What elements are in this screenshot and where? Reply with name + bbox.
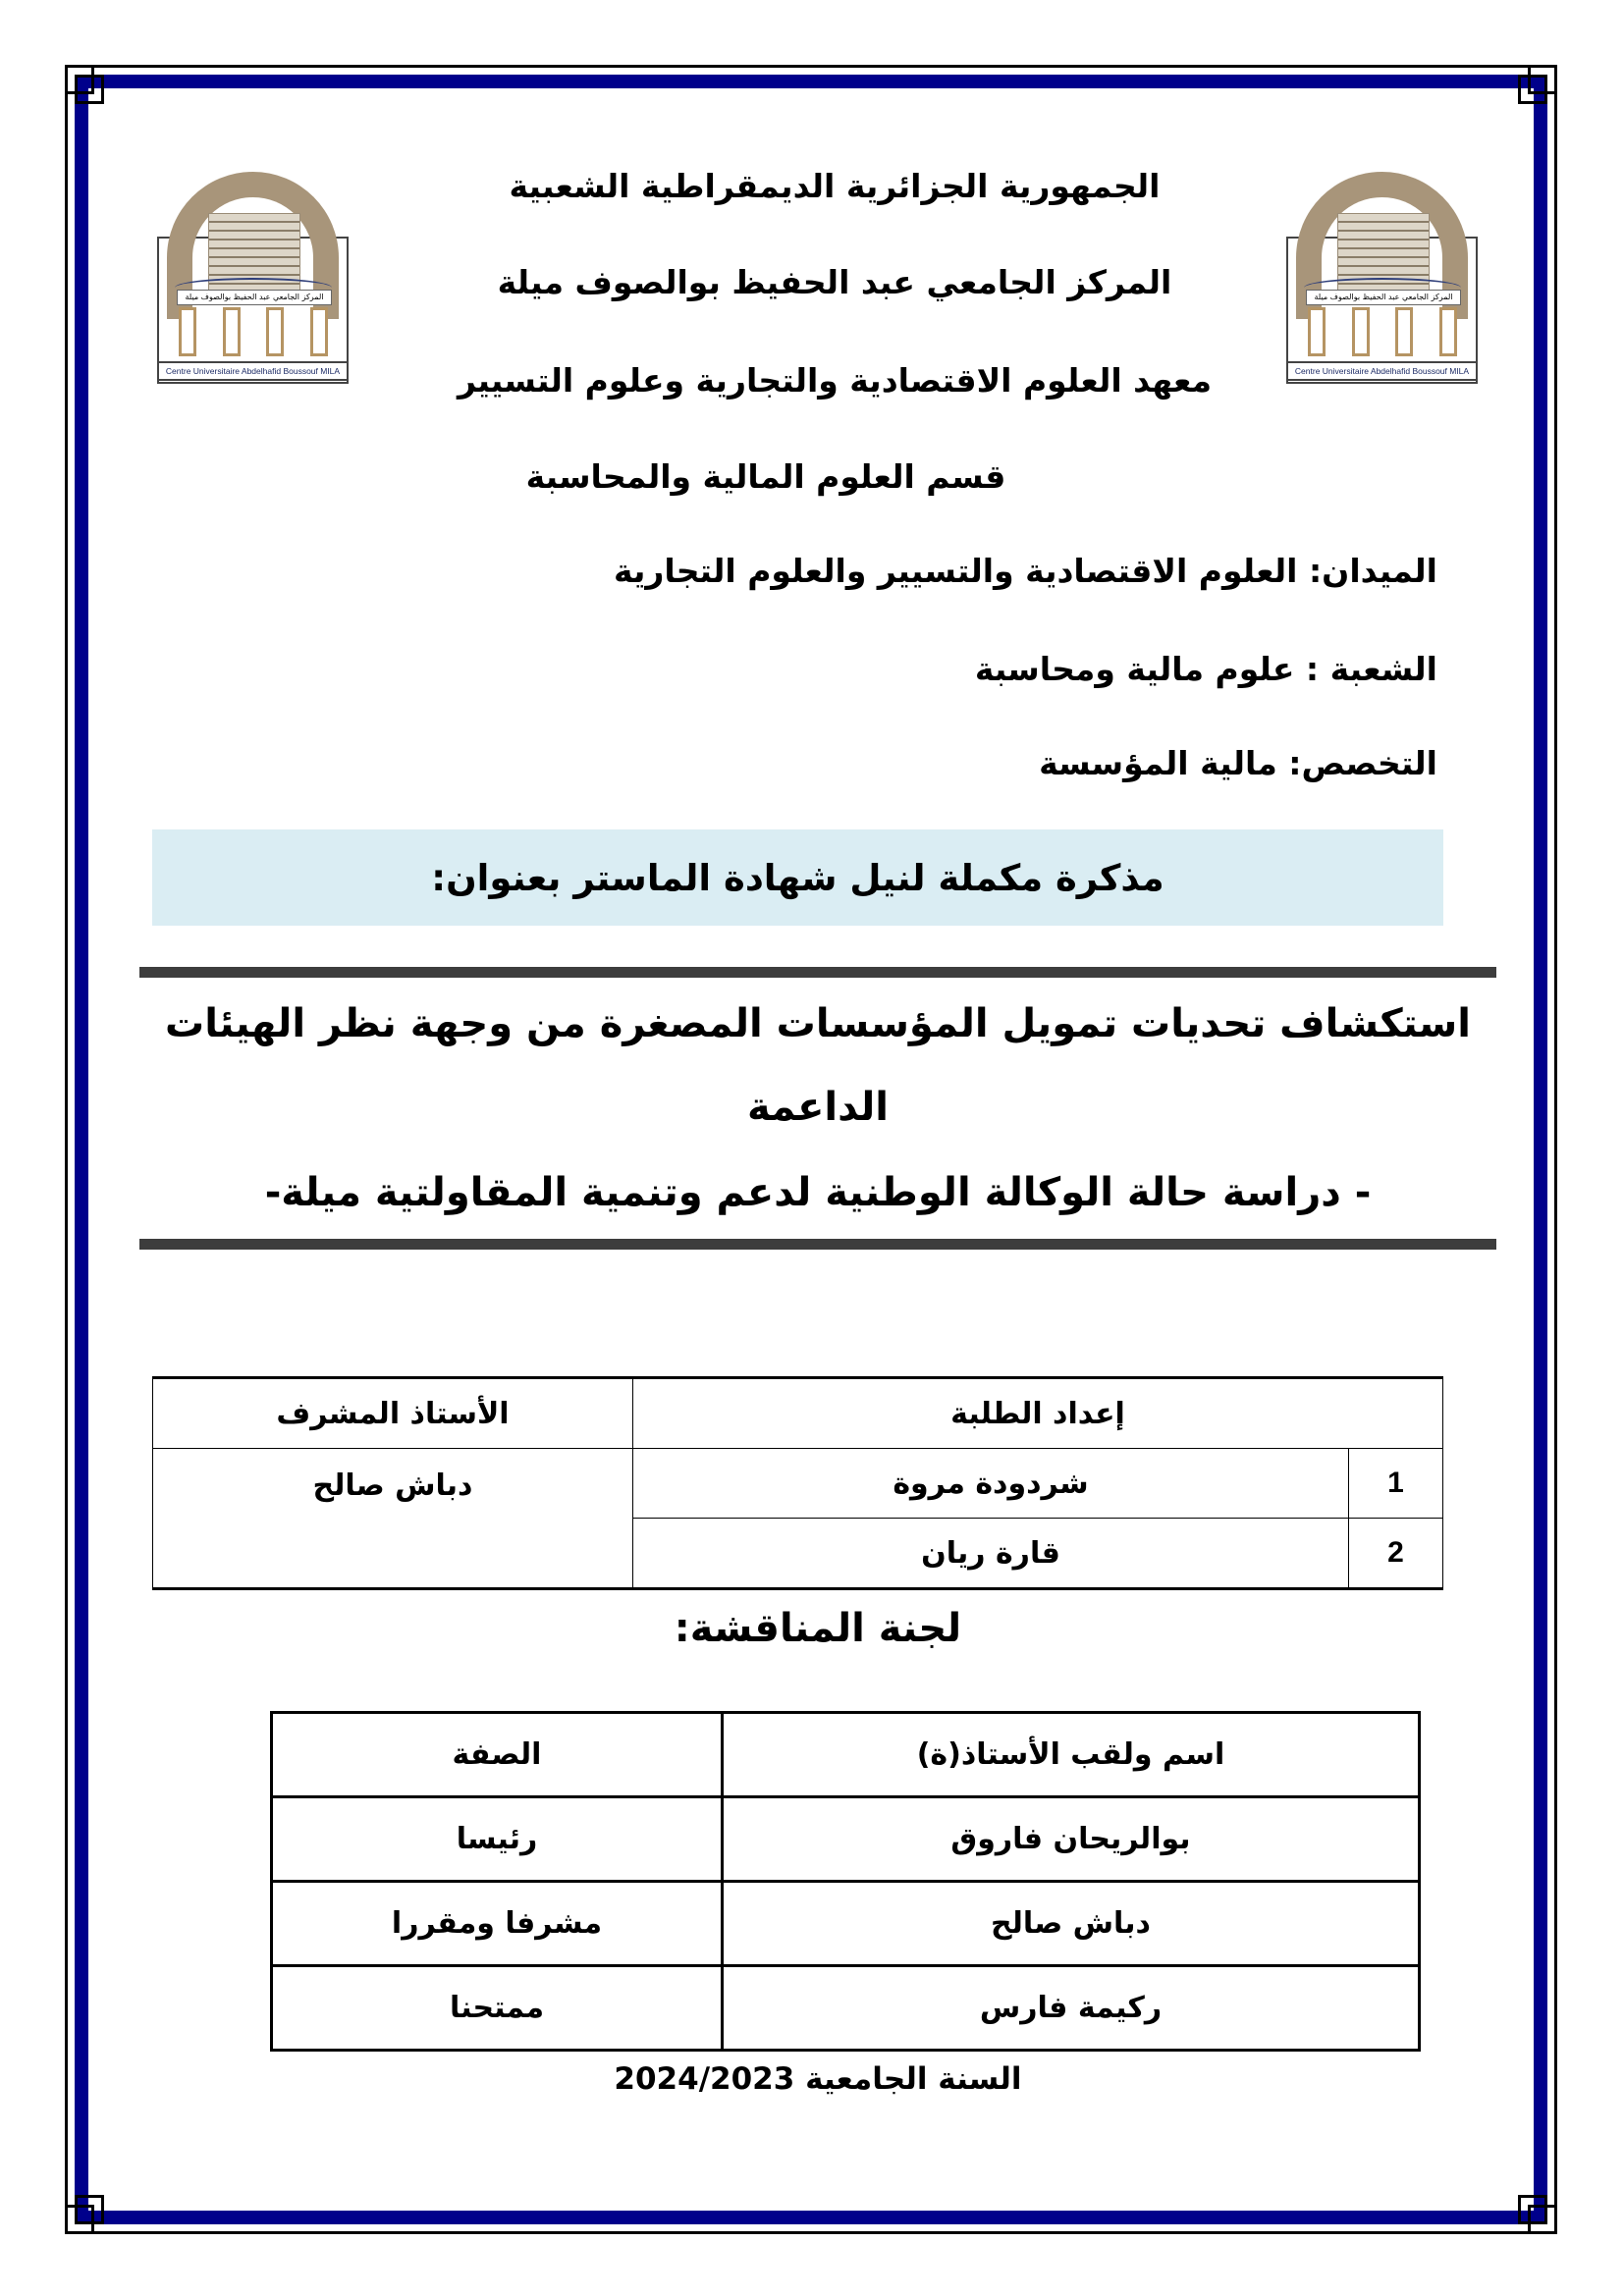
logo-pillar xyxy=(1308,307,1326,356)
specialty-label: التخصص: مالية المؤسسة xyxy=(1039,744,1437,782)
table-row xyxy=(272,1966,1420,2051)
logo-caption-english: Centre Universitaire Abdelhafid Boussouf MILA xyxy=(1286,361,1478,381)
border-corner-bottom-right-inner xyxy=(1518,2195,1547,2224)
title-rule-top xyxy=(139,967,1496,978)
committee-table-header xyxy=(272,1713,1420,1797)
committee-member-role: رئيسا xyxy=(272,1797,723,1882)
committee-member-role: مشرفا ومقررا xyxy=(272,1882,723,1966)
logo-caption-arabic: المركز الجامعي عبد الحفيظ بوالصوف ميلة xyxy=(1306,290,1461,305)
logo-pillar xyxy=(266,307,284,356)
logo-caption-arabic: المركز الجامعي عبد الحفيظ بوالصوف ميلة xyxy=(177,290,332,305)
logo-pillar xyxy=(179,307,196,356)
border-corner-top-right-inner xyxy=(1518,75,1547,104)
branch-label: الشعبة : علوم مالية ومحاسبة xyxy=(974,650,1437,688)
logo-pillar xyxy=(310,307,328,356)
memo-label: مذكرة مكملة لنيل شهادة الماستر بعنوان: xyxy=(431,856,1164,899)
student-number: 1 xyxy=(1349,1449,1443,1519)
table-row xyxy=(272,1882,1420,1966)
student-name: شردودة مروة xyxy=(633,1449,1349,1519)
header-role: الصفة xyxy=(272,1713,723,1797)
committee-member-role: ممتحنا xyxy=(272,1966,723,2051)
header-supervisor: الأستاذ المشرف xyxy=(153,1378,633,1449)
republic-name: الجمهورية الجزائرية الديمقراطية الشعبية xyxy=(509,167,1161,205)
supervisor-name: دباش صالح xyxy=(153,1449,633,1589)
table-row xyxy=(272,1797,1420,1882)
department-name: قسم العلوم المالية والمحاسبة xyxy=(525,457,1006,496)
logo-pillar xyxy=(1439,307,1457,356)
title-rule-bottom xyxy=(139,1239,1496,1250)
academic-year: السنة الجامعية 2024/2023 xyxy=(614,2061,1022,2097)
logo-pillars xyxy=(179,307,328,358)
committee-member-name: ركيمة فارس xyxy=(723,1966,1420,2051)
header-professor-name: اسم ولقب الأستاذ(ة) xyxy=(723,1713,1420,1797)
committee-title: لجنة المناقشة: xyxy=(674,1606,962,1651)
committee-table xyxy=(270,1711,1421,2052)
logo-pillar xyxy=(1352,307,1370,356)
header-students: إعداد الطلبة xyxy=(633,1378,1443,1449)
border-corner-bottom-left-inner xyxy=(75,2195,104,2224)
border-corner-top-left-inner xyxy=(75,75,104,104)
student-name: قارة ريان xyxy=(633,1519,1349,1589)
thesis-title-line1: استكشاف تحديات تمويل المؤسسات المصغرة من وجهة نظر الهيئات xyxy=(165,1001,1471,1046)
thesis-title-line2: الداعمة xyxy=(747,1085,889,1130)
committee-member-name: بوالريحان فاروق xyxy=(723,1797,1420,1882)
students-table-header xyxy=(153,1378,1443,1449)
student-number: 2 xyxy=(1349,1519,1443,1589)
logo-pillar xyxy=(223,307,241,356)
logo-caption-english: Centre Universitaire Abdelhafid Boussouf MILA xyxy=(157,361,349,381)
field-label: الميدان: العلوم الاقتصادية والتسيير والعلوم التجارية xyxy=(613,552,1437,590)
institute-name: معهد العلوم الاقتصادية والتجارية وعلوم التسيير xyxy=(457,361,1213,400)
committee-member-name: دباش صالح xyxy=(723,1882,1420,1966)
logo-pillars xyxy=(1308,307,1457,358)
university-logo-left xyxy=(157,172,349,383)
thesis-subtitle: - دراسة حالة الوكالة الوطنية لدعم وتنمية المقاولتية ميلة- xyxy=(264,1170,1372,1215)
students-table xyxy=(152,1376,1443,1590)
logo-pillar xyxy=(1395,307,1413,356)
university-name: المركز الجامعي عبد الحفيظ بوالصوف ميلة xyxy=(497,263,1172,301)
table-row xyxy=(153,1449,1443,1519)
university-logo-right xyxy=(1286,172,1478,383)
memo-label-box xyxy=(152,829,1443,926)
